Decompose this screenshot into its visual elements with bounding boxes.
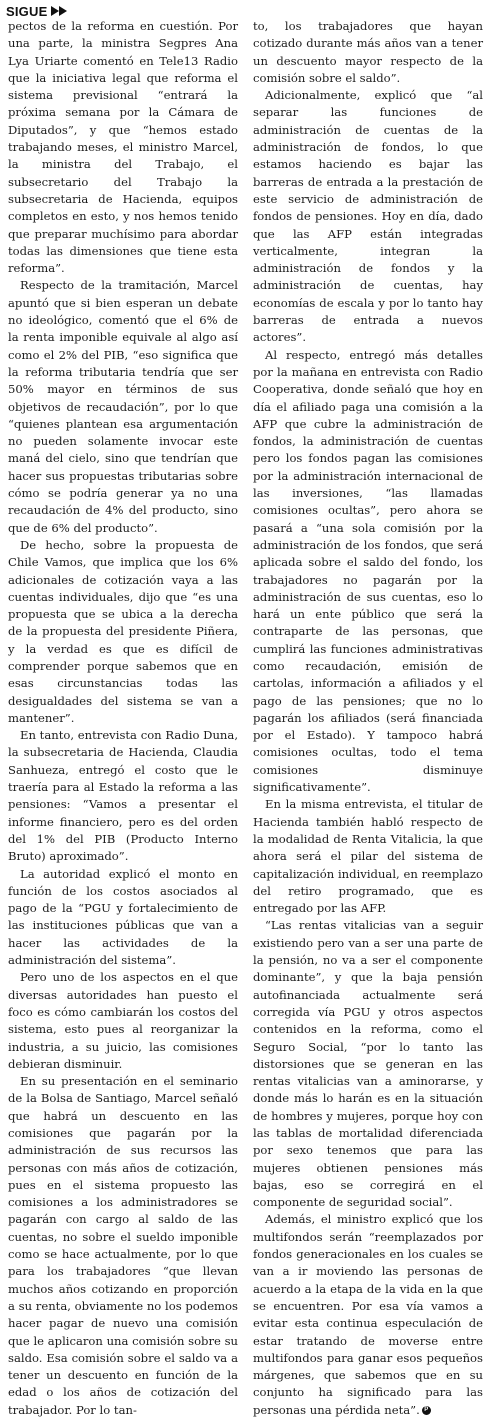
end-of-article-icon: P: [422, 1406, 431, 1415]
article-column-right: [253, 18, 483, 1419]
article-body: [8, 18, 483, 1419]
paragraph: En su presentación en el seminario de la Bolsa de Santiago, Marcel señaló que habrá un descuento en las comisiones que pagarán por la administración de sus recursos las personas con más años de cotización, pues en el sistema propuesto las comisiones a los administradores se pagarán con cargo al saldo de las cuentas, no sobre el sueldo imponible como se hace actualmente, por lo que para los trabajadores “que llevan muchos años cotizando en proporción a su renta, obviamente no los podemos hacer pagar de nuevo una comisión que le aplicaron una comisión sobre su saldo. Esa comisión sobre el saldo va a tener un descuento en función de la edad o los años de cotización del trabajador. Por lo tan-: [8, 1074, 238, 1417]
paragraph: De hecho, sobre la propuesta de Chile Vamos, que implica que los 6% adicionales de cotización vaya a las cuentas individuales, dijo que “es una propuesta que se ubica a la derecha de la propuesta del presidente Piñera, y la verdad es que es difícil de comprender porque sabemos que en esas circunstancias todas las desigualdades del sistema se van a mantener”.: [8, 537, 238, 725]
paragraph: Respecto de la tramitación, Marcel apuntó que si bien esperan un debate no ideológico, comentó que el 6% de la renta imponible equivale al algo así como el 2% del PIB, “eso significa que la reforma tributaria tendría que ser 50% mayor en términos de sus objetivos de recaudación”, por lo que “quienes plantean esa argumentación no pueden solamente invocar este maná del cielo, sino que tendrían que hacer sus propuestas tributarias sobre cómo se podría generar ya no una recaudación de 4% del producto, sino que de 6% del producto”.: [8, 278, 238, 535]
double-arrow-right-icon: [51, 6, 67, 16]
last-paragraph: [253, 1211, 483, 1419]
paragraph: La autoridad explicó el monto en función de los costos asociados al pago de la “PGU y fortalecimiento de las instituciones públicas que van a hacer las actividades de la administración del sistema”.: [8, 866, 238, 968]
paragraph: pectos de la reforma en cuestión. Por una parte, la ministra Segpres Ana Lya Uriarte comentó en Tele13 Radio que la iniciativa legal que reforma el sistema previsional “entrará la próxima semana por la Cámara de Diputados”, y que “hemos estado trabajando meses, el ministro Marcel, la ministra del Trabajo, el subsecretario del Trabajo la subsecretaria de Hacienda, equipos completos en esto, y nos hemos tenido que preparar muchísimo para abordar todas las dimensiones que tiene esta reforma”.: [8, 19, 238, 276]
paragraph: “Las rentas vitalicias van a seguir existiendo pero van a ser una parte de la pensión, no va a ser el componente dominante”, y que la baja pensión autofinanciada actualmente será corregida vía PGU y otros aspectos contenidos en la reforma, como el Seguro Social, “por lo tanto las distorsiones que se generan en las rentas vitalicias van a aminorarse, y donde más lo harán es en la situación de hombres y mujeres, porque hoy con las tablas de mortalidad diferenciada por sexo tenemos que para las mujeres obtienen pensiones más bajas, eso se corregirá en el componente de seguridad social”.: [253, 918, 483, 1210]
paragraph: En tanto, entrevista con Radio Duna, la subsecretaria de Hacienda, Claudia Sanhueza, entregó el costo que le traería para al Estado la reforma a las pensiones: “Vamos a presentar el informe financiero, pero es del orden del 1% del PIB (Producto Interno Bruto) aproximado”.: [8, 728, 238, 864]
paragraph: to, los trabajadores que hayan cotizado durante más años van a tener un descuento mayor respecto de la comisión sobre el saldo”.: [253, 19, 483, 85]
continue-header: [6, 3, 67, 19]
paragraph-text: Además, el ministro explicó que los multifondos serán “reemplazados por fondos generacionales en los cuales se van a ir moviendo las personas de acuerdo a la etapa de la vida en la que se encuentren. Por esa vía vamos a evitar esta continua especulación de estar tratando de moverse entre multifondos para ganar esos pequeños márgenes, que sabemos que en su conjunto ha significado para las personas una pérdida neta”.: [253, 1212, 483, 1417]
paragraph: Adicionalmente, explicó que “al separar las funciones de administración de cuentas de la administración de fondos, lo que estamos haciendo es bajar las barreras de entrada a la prestación de este servicio de administración de fondos de pensiones. Hoy en día, dado que las AFP están integradas verticalmente, integran la administración de fondos y la administración de cuentas, hay economías de escala y por lo tanto hay barreras de entrada a nuevos actores”.: [253, 88, 483, 345]
article-column-left: [8, 18, 238, 1419]
paragraph: Pero uno de los aspectos en el que diversas autoridades han puesto el foco es cómo cambiarán los costos del sistema, esto pues al reorganizar la industria, a su juicio, las comisiones debieran disminuir.: [8, 970, 238, 1071]
paragraph: Al respecto, entregó más detalles por la mañana en entrevista con Radio Cooperativa, donde señaló que hoy en día el afiliado paga una comisión a la AFP que cubre la administración de fondos, la administración de cuentas pero los fondos pagan las comisiones por la administración internacional de las inversiones, “las llamadas comisiones ocultas”, pero ahora se pasará a “una sola comisión por la administración de los fondos, que será aplicada sobre el saldo del fondo, los trabajadores no pagarán por la administración de sus cuentas, eso lo hará un ente público que será la contraparte de las personas, que cumplirá las funciones administrativas como recaudación, emisión de cartolas, información a afiliados y el pago de las pensiones; que no lo pagarán los afiliados (será financiada por el Estado). Y tampoco habrá comisiones ocultas, todo el tema comisiones disminuye significativamente”.: [253, 347, 483, 795]
paragraph: En la misma entrevista, el titular de Hacienda también habló respecto de la modalidad de Renta Vitalicia, la que ahora será el pilar del sistema de capitalización individual, en reemplazo del retiro programado, que es entregado por las AFP.: [253, 797, 483, 916]
continue-label: SIGUE: [6, 3, 48, 19]
